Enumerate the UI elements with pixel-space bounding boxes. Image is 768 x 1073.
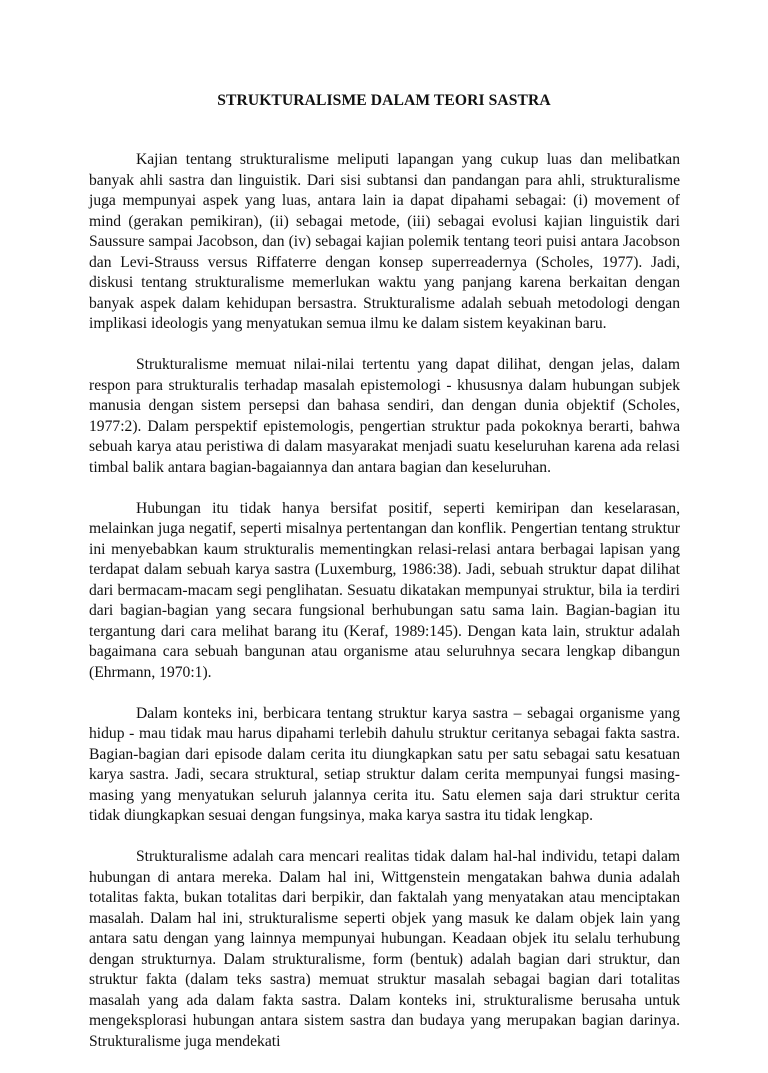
paragraph: Strukturalisme adalah cara mencari realitas tidak dalam hal-hal individu, tetapi dalam hubungan di antara mereka. Dalam hal ini, Wittgenstein mengatakan bahwa dunia adalah totalitas fakta, bukan totalitas dari berpikir, dan faktalah yang menyatakan atau menciptakan masalah. Dalam hal ini, strukturalisme seperti objek yang masuk ke dalam objek lain yang antara satu dengan yang lainnya mempunyai hubungan. Keadaan objek itu selalu terhubung dengan strukturnya. Dalam strukturalisme, form (bentuk) adalah bagian dari struktur, dan struktur fakta (dalam teks sastra) memuat struktur masalah sebagai bagian dari totalitas masalah yang ada dalam fakta sastra. Dalam konteks ini, strukturalisme berusaha untuk mengeksplorasi hubungan antara sistem sastra dan budaya yang merupakan bagian darinya. Strukturalisme juga mendekati <box>89 848 680 1050</box>
document-body <box>89 150 680 1073</box>
paragraph: Strukturalisme memuat nilai-nilai tertentu yang dapat dilihat, dengan jelas, dalam respon para strukturalis terhadap masalah epistemologi - khususnya dalam hubungan subjek manusia dengan sistem persepsi dan bahasa sendiri, dan dengan dunia objektif (Scholes, 1977:2). Dalam perspektif epistemologis, pengertian struktur pada pokoknya berarti, bahwa sebuah karya atau peristiwa di dalam masyarakat menjadi suatu keseluruhan karena ada relasi timbal balik antara bagian-bagaiannya dan antara bagian dan keseluruhan. <box>89 356 680 476</box>
document-title: STRUKTURALISME DALAM TEORI SASTRA <box>217 92 551 109</box>
paragraph: Hubungan itu tidak hanya bersifat positif, seperti kemiripan dan keselarasan, melainkan juga negatif, seperti misalnya pertentangan dan konflik. Pengertian tentang struktur ini menyebabkan kaum strukturalis mementingkan relasi-relasi antara berbagai lapisan yang terdapat dalam sebuah karya sastra (Luxemburg, 1986:38). Jadi, sebuah struktur dapat dilihat dari bermacam-macam segi penglihatan. Sesuatu dikatakan mempunyai struktur, bila ia terdiri dari bagian-bagian yang secara fungsional berhubungan satu sama lain. Bagian-bagian itu tergantung dari cara melihat barang itu (Keraf, 1989:145). Dengan kata lain, struktur adalah bagaimana cara sebuah bangunan atau organisme atau seluruhnya secara lengkap dibangun (Ehrmann, 1970:1). <box>89 499 680 681</box>
paragraph: Kajian tentang strukturalisme meliputi lapangan yang cukup luas dan melibatkan banyak ahli sastra dan linguistik. Dari sisi subtansi dan pandangan para ahli, strukturalisme juga mempunyai aspek yang luas, antara lain ia dapat dipahami sebagai: (i) movement of mind (gerakan pemikiran), (ii) sebagai metode, (iii) sebagai evolusi kajian linguistik dari Saussure sampai Jacobson, dan (iv) sebagai kajian polemik tentang teori puisi antara Jacobson dan Levi-Strauss versus Riffaterre dengan konsep superreadernya (Scholes, 1977). Jadi, diskusi tentang strukturalisme memerlukan waktu yang panjang karena berkaitan dengan banyak aspek dalam kehidupan bersastra. Strukturalisme adalah sebuah metodologi dengan implikasi ideologis yang menyatukan semua ilmu ke dalam sistem keyakinan baru. <box>89 151 680 332</box>
paragraph: Dalam konteks ini, berbicara tentang struktur karya sastra – sebagai organisme yang hidup - mau tidak mau harus dipahami terlebih dahulu struktur ceritanya sebagai fakta sastra. Bagian-bagian dari episode dalam cerita itu diungkapkan satu per satu sebagai satu kesatuan karya sastra. Jadi, secara struktural, setiap struktur dalam cerita mempunyai fungsi masing-masing yang menyatukan seluruh jalannya cerita itu. Satu elemen saja dari struktur cerita tidak diungkapkan sesuai dengan fungsinya, maka karya sastra itu tidak lengkap. <box>89 704 680 824</box>
